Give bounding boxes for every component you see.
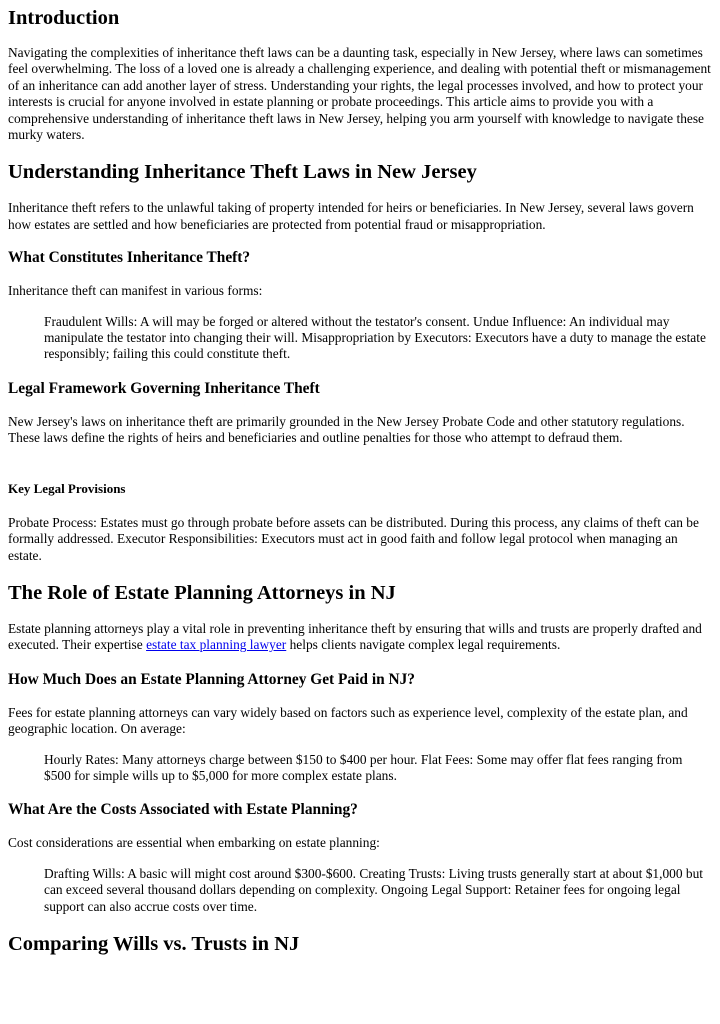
fees-blockquote: Hourly Rates: Many attorneys charge between $150 to $400 per hour. Flat Fees: Some may offer flat fees ranging from $500 for simple wills up to $5,000 for more complex estate plans. (44, 751, 683, 783)
framework-heading: Legal Framework Governing Inheritance Theft (8, 379, 320, 397)
constitutes-heading: What Constitutes Inheritance Theft? (8, 249, 251, 267)
comparing-heading: Comparing Wills vs. Trusts in NJ (8, 932, 300, 955)
understanding-paragraph: Inheritance theft refers to the unlawful taking of property intended for heirs or beneficiaries. In New Jersey, several laws govern how estates are settled and how beneficiaries are protected from potential fraud or misappropriation. (8, 200, 694, 232)
intro-paragraph: Navigating the complexities of inheritance theft laws can be a daunting task, especially in New Jersey, where laws can sometimes feel overwhelming. The loss of a loved one is already a challenging experience, and dealing with potential theft or mismanagement of an inheritance can add another layer of stress. Understanding your rights, the legal processes involved, and how to protect your interests is crucial for anyone involved in estate planning or probate proceedings. This article aims to provide you with a comprehensive understanding of inheritance theft laws in New Jersey, helping you arm yourself with knowledge to navigate these murky waters. (8, 45, 711, 143)
intro-heading: Introduction (8, 7, 120, 29)
role-text-after: helps clients navigate complex legal requirements. (286, 637, 561, 653)
role-paragraph (8, 621, 712, 654)
provisions-heading: Key Legal Provisions (8, 480, 126, 496)
costs-blockquote: Drafting Wills: A basic will might cost around $300-$600. Creating Trusts: Living trusts generally start at about $1,000 but can exceed several thousand dollars depending on complexity. Ongoing Legal Support: Retainer fees for ongoing legal support can also accrue costs over time. (44, 865, 704, 914)
fees-heading: How Much Does an Estate Planning Attorney Get Paid in NJ? (8, 670, 416, 688)
fees-paragraph: Fees for estate planning attorneys can vary widely based on factors such as experience level, complexity of the estate plan, and geographic location. On average: (8, 704, 688, 737)
costs-paragraph: Cost considerations are essential when embarking on estate planning: (8, 835, 380, 851)
estate-tax-planning-link[interactable]: estate tax planning lawyer (146, 637, 287, 653)
understanding-heading: Understanding Inheritance Theft Laws in New Jersey (8, 161, 477, 184)
article (0, 6, 712, 956)
role-text-before: Estate planning attorneys play a vital role in preventing inheritance theft by ensuring that wills and trusts are properly drafted and executed. Their expertise (8, 620, 702, 653)
provisions-paragraph: Probate Process: Estates must go through probate before assets can be distributed. During this process, any claims of theft can be formally addressed. Executor Responsibilities: Executors must act in good faith and follow legal protocol when managing an estate. (8, 514, 699, 563)
constitutes-paragraph: Inheritance theft can manifest in various forms: (8, 283, 263, 299)
role-heading: The Role of Estate Planning Attorneys in NJ (8, 581, 396, 604)
costs-heading: What Are the Costs Associated with Estate Planning? (8, 801, 358, 819)
framework-paragraph: New Jersey's laws on inheritance theft are primarily grounded in the New Jersey Probate Code and other statutory regulations. These laws define the rights of heirs and beneficiaries and outline penalties for those who attempt to defraud them. (8, 413, 685, 446)
constitutes-blockquote: Fraudulent Wills: A will may be forged or altered without the testator's consent. Undue Influence: An individual may manipulate the testator into changing their will. Misappropriation by Executors: Executors have a duty to manage the estate responsibly; failing this could constitute theft. (44, 313, 706, 362)
